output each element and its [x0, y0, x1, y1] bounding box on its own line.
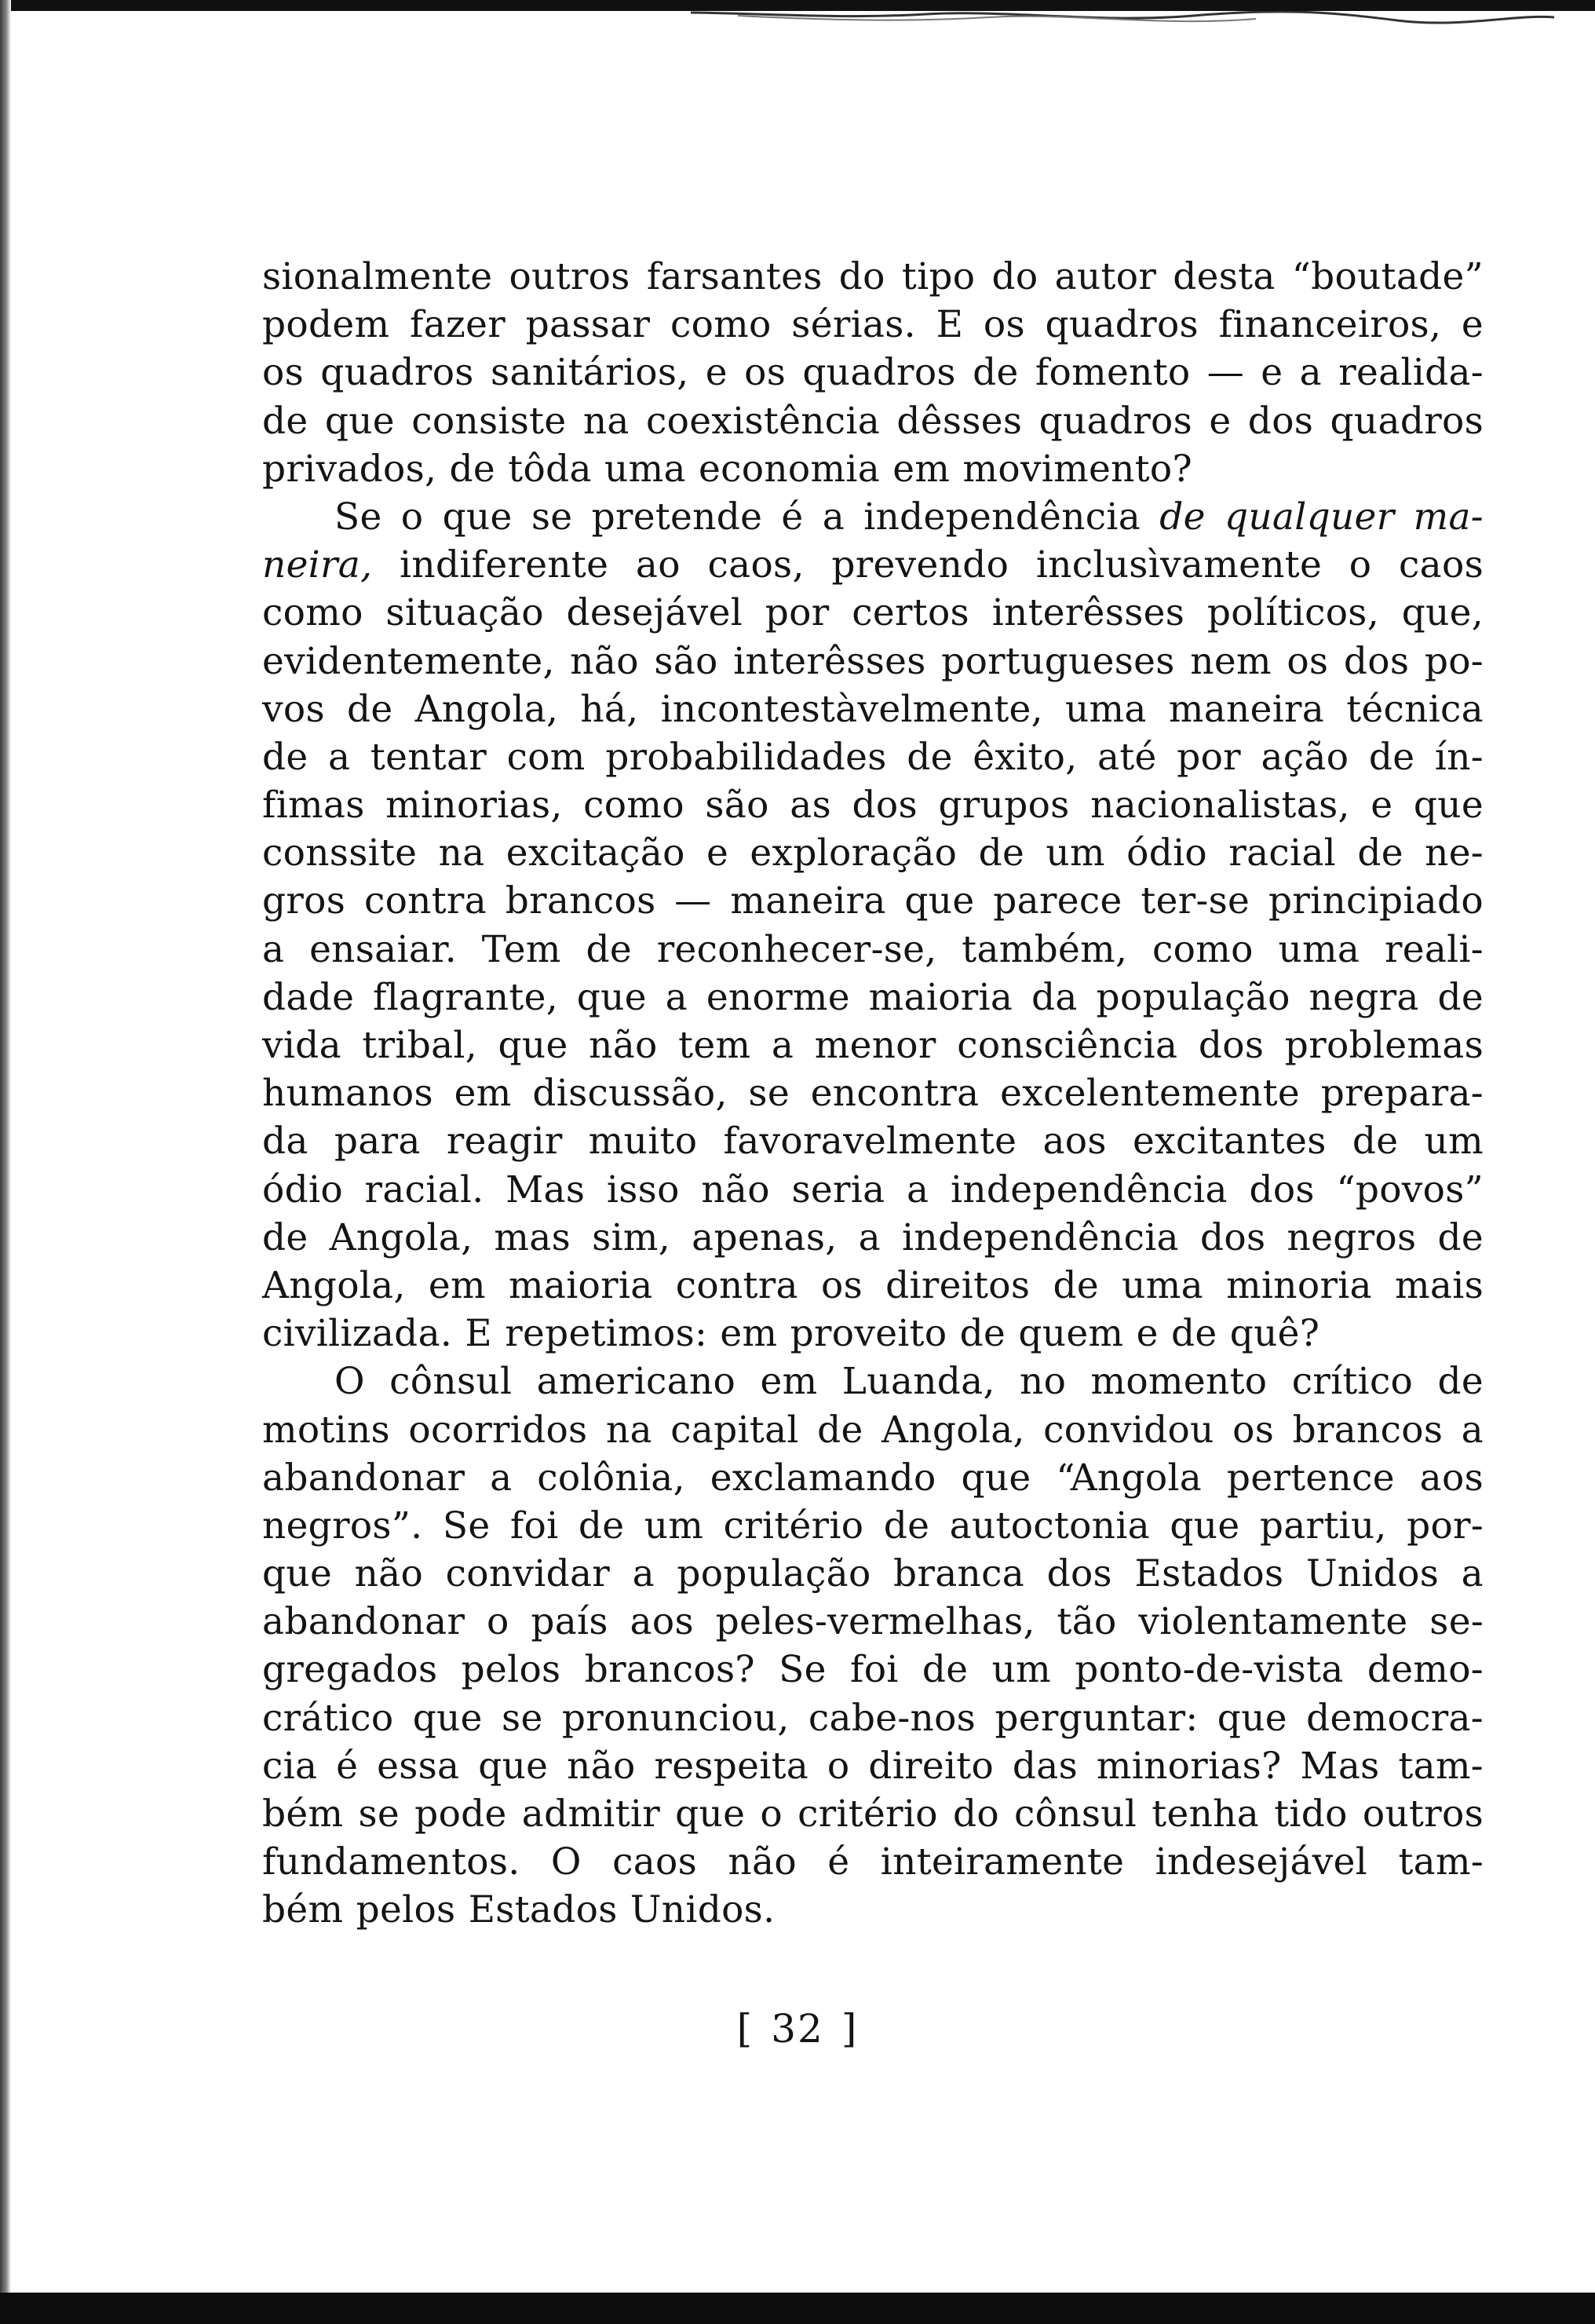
text-line: civilizada. E repetimos: em proveito de quem e de quê?: [262, 1312, 1320, 1356]
text-line: negros”. Se foi de um critério de autoctonia que partiu, por-: [262, 1504, 1484, 1548]
text-line: da para reagir muito favoravelmente aos excitantes de um: [262, 1120, 1484, 1164]
text-line: os quadros sanitários, e os quadros de fomento — e a realida-: [262, 351, 1484, 395]
page-number-value: 32: [771, 2006, 824, 2052]
text-line: cia é essa que não respeita o direito das minorias? Mas tam-: [262, 1744, 1484, 1788]
text-line: sionalmente outros farsantes do tipo do autor desta “boutade”: [262, 255, 1484, 298]
italic-run: de qualquer ma-: [1159, 495, 1484, 539]
text-line: privados, de tôda uma economia em movimento?: [262, 447, 1192, 491]
text-line: gregados pelos brancos? Se foi de um ponto-de-vista demo-: [262, 1648, 1484, 1692]
text-line: fundamentos. O caos não é inteiramente indesejável tam-: [262, 1840, 1484, 1884]
scan-border-left: [0, 0, 11, 2324]
text-line: O cônsul americano em Luanda, no momento crítico de: [334, 1360, 1484, 1404]
text-line: Angola, em maioria contra os direitos de uma minoria mais: [262, 1263, 1484, 1307]
text-line: vida tribal, que não tem a menor consciência dos problemas: [262, 1024, 1484, 1067]
text-line: a ensaiar. Tem de reconhecer-se, também, como uma reali-: [262, 927, 1484, 971]
scan-border-top: [0, 0, 1595, 11]
text-line: [262, 541, 1484, 589]
text-line: que não convidar a população branca dos Estados Unidos a: [262, 1552, 1484, 1596]
text-line: abandonar o país aos peles-vermelhas, tão violentamente se-: [262, 1600, 1484, 1644]
text-line: dade flagrante, que a enorme maioria da população negra de: [262, 975, 1484, 1019]
scan-artifact-top: [691, 11, 1554, 28]
text-line: conssite na excitação e exploração de um ódio racial de ne-: [262, 831, 1484, 875]
text-line: gros contra brancos — maneira que parece ter-se principiado: [262, 879, 1484, 923]
text-line: de a tentar com probabilidades de êxito, até por ação de ín-: [262, 735, 1484, 779]
text-line: de que consiste na coexistência dêsses quadros e dos quadros: [262, 399, 1484, 443]
text-line: humanos em discussão, se encontra excelentemente prepara-: [262, 1072, 1484, 1116]
text-line: bém se pode admitir que o critério do cônsul tenha tido outros: [262, 1792, 1484, 1836]
text-line: evidentemente, não são interêsses portugueses nem os dos po-: [262, 639, 1484, 683]
text-line: motins ocorridos na capital de Angola, convidou os brancos a: [262, 1408, 1484, 1452]
page-number-bracket-close: ]: [841, 2006, 859, 2052]
text-line: de Angola, mas sim, apenas, a independência dos negros de: [262, 1215, 1484, 1259]
text-line: ódio racial. Mas isso não seria a independência dos “povos”: [262, 1167, 1484, 1211]
body-text: [262, 253, 1484, 1935]
page-number: [0, 2001, 1595, 2056]
italic-run: neira,: [262, 543, 373, 587]
text-line: como situação desejável por certos interêsses políticos, que,: [262, 591, 1484, 635]
text-line: podem fazer passar como sérias. E os quadros financeiros, e: [262, 303, 1484, 347]
text-run: indiferente ao caos, prevendo inclusìvamente o caos: [372, 543, 1484, 587]
text-line: crático que se pronunciou, cabe-nos perguntar: que democra-: [262, 1696, 1484, 1740]
text-line: fimas minorias, como são as dos grupos nacionalistas, e que: [262, 784, 1484, 828]
text-line: abandonar a colônia, exclamando que “Angola pertence aos: [262, 1456, 1484, 1500]
text-line: [262, 493, 1484, 541]
text-line: bém pelos Estados Unidos.: [262, 1888, 776, 1932]
text-line: vos de Angola, há, incontestàvelmente, uma maneira técnica: [262, 687, 1484, 731]
page-number-bracket-open: [: [736, 2006, 754, 2052]
text-run: Se o que se pretende é a independência: [334, 495, 1160, 539]
scan-border-bottom: [0, 2293, 1595, 2324]
